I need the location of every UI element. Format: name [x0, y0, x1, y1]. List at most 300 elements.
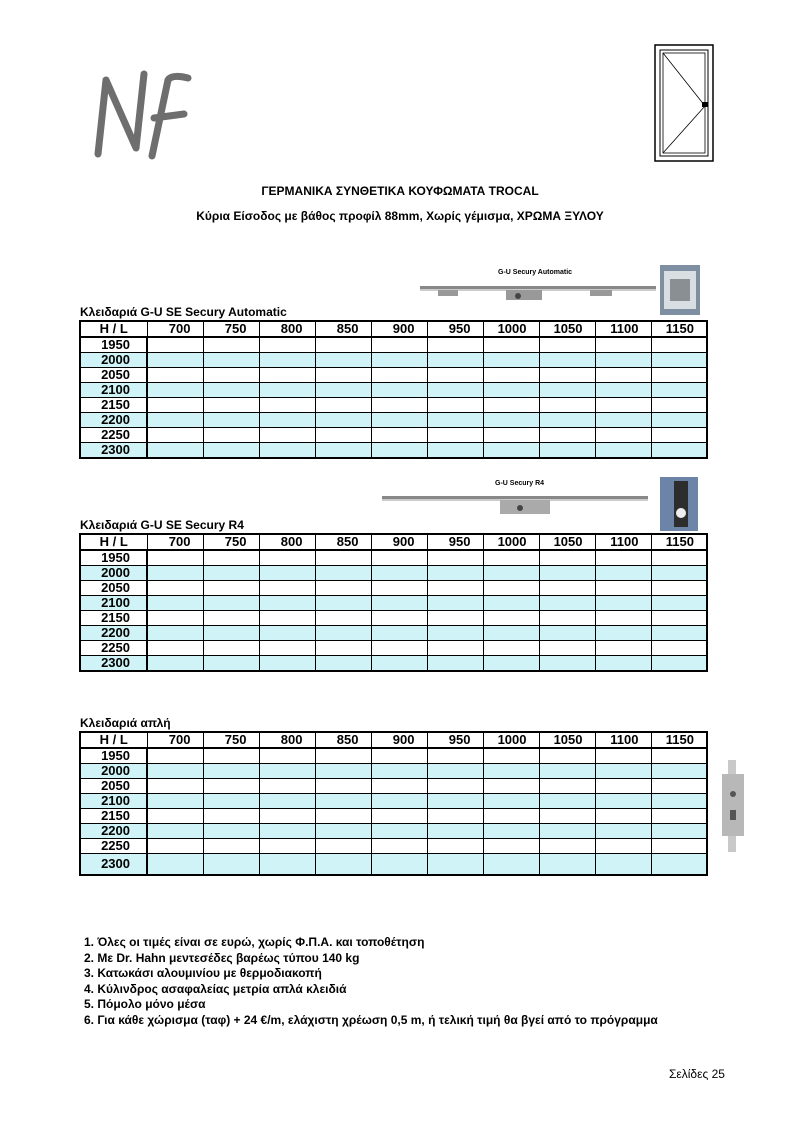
price-cell — [483, 824, 539, 839]
table-row — [80, 383, 707, 398]
price-cell — [315, 641, 371, 656]
price-cell — [483, 656, 539, 672]
price-cell — [315, 368, 371, 383]
price-cell — [651, 368, 707, 383]
price-cell — [315, 596, 371, 611]
price-cell — [259, 809, 315, 824]
price-cell — [595, 443, 651, 459]
price-cell — [651, 779, 707, 794]
price-cell — [259, 839, 315, 854]
price-cell — [651, 641, 707, 656]
r4-lock-photo — [660, 477, 698, 536]
price-cell — [259, 641, 315, 656]
table-row — [80, 839, 707, 854]
price-cell — [259, 581, 315, 596]
price-cell — [651, 353, 707, 368]
height-label: 2150 — [80, 611, 147, 626]
height-label: 2100 — [80, 383, 147, 398]
price-cell — [315, 854, 371, 876]
price-cell — [315, 581, 371, 596]
price-cell — [147, 398, 203, 413]
price-cell — [483, 641, 539, 656]
price-cell — [315, 626, 371, 641]
price-cell — [539, 428, 595, 443]
price-cell — [371, 337, 427, 353]
price-cell — [147, 854, 203, 876]
width-header: 800 — [259, 732, 315, 748]
price-cell — [259, 824, 315, 839]
price-cell — [315, 398, 371, 413]
section-title-simple: Κλειδαριά απλή — [80, 716, 171, 730]
price-cell — [539, 748, 595, 764]
note-item: 5. Πόμολο μόνο μέσα — [84, 997, 206, 1011]
price-cell — [147, 368, 203, 383]
price-cell — [315, 748, 371, 764]
price-cell — [371, 581, 427, 596]
price-cell — [427, 596, 483, 611]
table-row — [80, 626, 707, 641]
price-cell — [259, 566, 315, 581]
width-header: 800 — [259, 534, 315, 550]
price-cell — [203, 794, 259, 809]
simple-lock-photo — [718, 760, 746, 857]
hardware-caption: G-U Secury R4 — [495, 480, 545, 487]
height-label: 2150 — [80, 809, 147, 824]
price-cell — [203, 443, 259, 459]
height-label: 1950 — [80, 550, 147, 566]
note-item: 1. Όλες οι τιμές είναι σε ευρώ, χωρίς Φ.Π.Α. και τοποθέτηση — [84, 935, 425, 949]
price-cell — [147, 413, 203, 428]
price-cell — [427, 443, 483, 459]
multipoint-lock-icon — [418, 278, 658, 318]
price-cell — [595, 383, 651, 398]
price-cell — [315, 566, 371, 581]
price-cell — [259, 794, 315, 809]
price-cell — [539, 626, 595, 641]
table-row — [80, 809, 707, 824]
price-cell — [371, 854, 427, 876]
width-header: 700 — [147, 732, 203, 748]
price-cell — [259, 656, 315, 672]
price-table-automatic — [79, 320, 708, 459]
price-cell — [651, 398, 707, 413]
width-header: 950 — [427, 321, 483, 337]
price-cell — [315, 809, 371, 824]
price-cell — [147, 611, 203, 626]
price-cell — [595, 764, 651, 779]
price-cell — [595, 809, 651, 824]
height-label: 2200 — [80, 824, 147, 839]
price-cell — [651, 413, 707, 428]
price-cell — [427, 854, 483, 876]
price-cell — [203, 626, 259, 641]
price-cell — [315, 824, 371, 839]
price-cell — [595, 368, 651, 383]
price-cell — [203, 809, 259, 824]
price-cell — [595, 566, 651, 581]
width-header: 1000 — [483, 732, 539, 748]
price-cell — [483, 748, 539, 764]
price-cell — [595, 779, 651, 794]
price-cell — [539, 839, 595, 854]
price-cell — [147, 809, 203, 824]
price-cell — [651, 566, 707, 581]
price-cell — [203, 368, 259, 383]
width-header: 750 — [203, 732, 259, 748]
price-cell — [651, 824, 707, 839]
price-cell — [371, 443, 427, 459]
price-cell — [651, 854, 707, 876]
width-header: 850 — [315, 534, 371, 550]
price-cell — [203, 779, 259, 794]
price-cell — [651, 383, 707, 398]
table-row — [80, 656, 707, 672]
price-cell — [595, 398, 651, 413]
price-cell — [259, 854, 315, 876]
height-label: 2250 — [80, 428, 147, 443]
width-header: 1150 — [651, 732, 707, 748]
price-cell — [427, 353, 483, 368]
width-header: 900 — [371, 534, 427, 550]
width-header: 950 — [427, 534, 483, 550]
price-cell — [483, 611, 539, 626]
price-cell — [315, 764, 371, 779]
price-cell — [595, 794, 651, 809]
price-cell — [147, 839, 203, 854]
height-label: 2000 — [80, 764, 147, 779]
price-cell — [427, 656, 483, 672]
price-cell — [427, 428, 483, 443]
price-cell — [427, 779, 483, 794]
price-cell — [259, 353, 315, 368]
table-row — [80, 779, 707, 794]
height-label: 2200 — [80, 626, 147, 641]
price-cell — [651, 596, 707, 611]
price-cell — [651, 550, 707, 566]
price-cell — [483, 353, 539, 368]
width-header: 1100 — [595, 321, 651, 337]
price-cell — [539, 413, 595, 428]
note-item: 6. Για κάθε χώρισμα (ταφ) + 24 €/m, ελάχιστη χρέωση 0,5 m, ή τελική τιμή θα βγεί από το πρόγραμμα — [84, 1012, 658, 1027]
price-cell — [315, 443, 371, 459]
width-header: 800 — [259, 321, 315, 337]
price-cell — [203, 854, 259, 876]
price-cell — [371, 656, 427, 672]
price-cell — [147, 748, 203, 764]
price-cell — [539, 641, 595, 656]
table-row — [80, 368, 707, 383]
height-label: 1950 — [80, 337, 147, 353]
price-cell — [539, 809, 595, 824]
width-header: 900 — [371, 732, 427, 748]
width-header: 850 — [315, 321, 371, 337]
width-header: 1100 — [595, 732, 651, 748]
price-table-r4 — [79, 533, 708, 672]
price-cell — [651, 428, 707, 443]
page-subtitle: Κύρια Είσοδος με βάθος προφίλ 88mm, Χωρίς γέμισμα, ΧΡΩΜΑ ΞΥΛΟΥ — [196, 209, 604, 223]
price-cell — [371, 839, 427, 854]
page-title: ΓΕΡΜΑΝΙΚΑ ΣΥΝΘΕΤΙΚΑ ΚΟΥΦΩΜΑΤΑ TROCAL — [261, 184, 539, 198]
table-row — [80, 550, 707, 566]
height-label: 2050 — [80, 368, 147, 383]
price-cell — [595, 854, 651, 876]
price-cell — [595, 413, 651, 428]
price-cell — [539, 550, 595, 566]
price-cell — [651, 809, 707, 824]
price-cell — [539, 443, 595, 459]
price-cell — [651, 581, 707, 596]
price-cell — [147, 581, 203, 596]
price-cell — [539, 398, 595, 413]
price-cell — [371, 611, 427, 626]
price-cell — [147, 337, 203, 353]
price-cell — [595, 428, 651, 443]
price-cell — [483, 368, 539, 383]
price-cell — [539, 596, 595, 611]
price-cell — [203, 353, 259, 368]
price-cell — [203, 839, 259, 854]
section-title-r4: Κλειδαριά G-U SE Secury R4 — [80, 518, 244, 532]
price-cell — [427, 809, 483, 824]
price-cell — [315, 779, 371, 794]
price-cell — [483, 566, 539, 581]
price-cell — [371, 368, 427, 383]
price-cell — [259, 626, 315, 641]
height-label: 2200 — [80, 413, 147, 428]
price-cell — [203, 611, 259, 626]
width-header: 700 — [147, 534, 203, 550]
price-cell — [539, 764, 595, 779]
price-cell — [147, 626, 203, 641]
price-cell — [651, 764, 707, 779]
price-cell — [371, 596, 427, 611]
width-header: 700 — [147, 321, 203, 337]
price-cell — [595, 581, 651, 596]
table-row — [80, 353, 707, 368]
height-label: 2000 — [80, 566, 147, 581]
price-cell — [595, 550, 651, 566]
price-cell — [483, 809, 539, 824]
price-cell — [595, 596, 651, 611]
table-row — [80, 748, 707, 764]
price-cell — [651, 443, 707, 459]
price-cell — [483, 398, 539, 413]
price-cell — [483, 413, 539, 428]
price-cell — [483, 626, 539, 641]
price-cell — [147, 824, 203, 839]
price-cell — [147, 596, 203, 611]
width-header: 1050 — [539, 321, 595, 337]
price-cell — [539, 581, 595, 596]
price-cell — [539, 566, 595, 581]
price-cell — [147, 779, 203, 794]
price-cell — [147, 764, 203, 779]
price-cell — [147, 428, 203, 443]
price-cell — [259, 413, 315, 428]
price-cell — [483, 794, 539, 809]
width-header: 1000 — [483, 321, 539, 337]
price-cell — [147, 794, 203, 809]
width-header: 1100 — [595, 534, 651, 550]
price-cell — [315, 428, 371, 443]
price-cell — [483, 550, 539, 566]
price-cell — [203, 337, 259, 353]
width-header: 850 — [315, 732, 371, 748]
price-cell — [427, 383, 483, 398]
price-cell — [203, 398, 259, 413]
price-cell — [651, 748, 707, 764]
height-label: 2100 — [80, 596, 147, 611]
price-cell — [371, 764, 427, 779]
price-cell — [427, 581, 483, 596]
price-cell — [539, 368, 595, 383]
price-cell — [427, 398, 483, 413]
price-cell — [315, 353, 371, 368]
price-cell — [259, 398, 315, 413]
table-row — [80, 581, 707, 596]
price-cell — [147, 550, 203, 566]
width-header: 750 — [203, 321, 259, 337]
height-label: 2300 — [80, 854, 147, 876]
table-row — [80, 824, 707, 839]
price-cell — [203, 596, 259, 611]
height-label: 2050 — [80, 581, 147, 596]
price-cell — [483, 764, 539, 779]
notes-list — [84, 935, 658, 1028]
price-cell — [595, 748, 651, 764]
price-cell — [427, 794, 483, 809]
price-cell — [259, 611, 315, 626]
price-cell — [427, 550, 483, 566]
height-label: 1950 — [80, 748, 147, 764]
price-cell — [203, 428, 259, 443]
price-cell — [483, 854, 539, 876]
width-header: 950 — [427, 732, 483, 748]
price-cell — [539, 854, 595, 876]
price-cell — [427, 611, 483, 626]
height-label: 2100 — [80, 794, 147, 809]
price-cell — [427, 748, 483, 764]
price-cell — [427, 824, 483, 839]
price-cell — [315, 413, 371, 428]
price-cell — [147, 443, 203, 459]
price-cell — [203, 748, 259, 764]
table-row — [80, 764, 707, 779]
price-cell — [371, 824, 427, 839]
price-cell — [427, 839, 483, 854]
price-cell — [651, 626, 707, 641]
price-cell — [147, 566, 203, 581]
price-cell — [259, 383, 315, 398]
width-header: 1150 — [651, 321, 707, 337]
price-cell — [371, 809, 427, 824]
price-cell — [427, 337, 483, 353]
price-cell — [427, 413, 483, 428]
price-cell — [371, 398, 427, 413]
price-cell — [595, 611, 651, 626]
price-cell — [595, 337, 651, 353]
page-count: Σελίδες 25 — [669, 1067, 725, 1081]
multipoint-lock-icon — [380, 488, 650, 528]
price-cell — [539, 824, 595, 839]
price-cell — [595, 656, 651, 672]
height-label: 2150 — [80, 398, 147, 413]
width-header: 1050 — [539, 534, 595, 550]
price-cell — [483, 581, 539, 596]
price-cell — [483, 443, 539, 459]
price-cell — [371, 383, 427, 398]
table-row — [80, 566, 707, 581]
price-cell — [315, 839, 371, 854]
price-cell — [539, 353, 595, 368]
price-cell — [371, 550, 427, 566]
table-row — [80, 794, 707, 809]
price-cell — [595, 839, 651, 854]
price-cell — [539, 611, 595, 626]
price-cell — [371, 428, 427, 443]
price-cell — [147, 656, 203, 672]
price-table-simple — [79, 731, 708, 876]
width-header: 1050 — [539, 732, 595, 748]
height-label: 2300 — [80, 443, 147, 459]
table-row — [80, 413, 707, 428]
price-cell — [371, 641, 427, 656]
section-title-automatic: Κλειδαριά G-U SE Secury Automatic — [80, 305, 287, 319]
price-cell — [539, 794, 595, 809]
price-cell — [203, 413, 259, 428]
height-label: 2000 — [80, 353, 147, 368]
price-cell — [259, 764, 315, 779]
width-header: 900 — [371, 321, 427, 337]
price-cell — [595, 353, 651, 368]
price-cell — [315, 611, 371, 626]
price-cell — [651, 794, 707, 809]
table-row — [80, 428, 707, 443]
note-item: 3. Κατωκάσι αλουμινίου με θερμοδιακοπή — [84, 966, 322, 980]
price-cell — [315, 337, 371, 353]
price-cell — [427, 368, 483, 383]
corner-header: H / L — [80, 321, 147, 337]
price-cell — [259, 596, 315, 611]
table-row — [80, 443, 707, 459]
door-drawing-icon — [654, 44, 714, 167]
price-cell — [203, 656, 259, 672]
price-cell — [259, 368, 315, 383]
price-cell — [203, 550, 259, 566]
note-item: 2. Με Dr. Hahn μεντεσέδες βαρέως τύπου 140 kg — [84, 950, 360, 965]
price-cell — [427, 641, 483, 656]
corner-header: H / L — [80, 534, 147, 550]
price-cell — [371, 626, 427, 641]
price-cell — [427, 566, 483, 581]
price-cell — [203, 764, 259, 779]
price-cell — [651, 337, 707, 353]
price-cell — [539, 383, 595, 398]
height-label: 2250 — [80, 839, 147, 854]
price-cell — [259, 428, 315, 443]
width-header: 750 — [203, 534, 259, 550]
price-cell — [315, 550, 371, 566]
automatic-lock-photo — [660, 265, 700, 320]
price-cell — [315, 383, 371, 398]
table-row — [80, 854, 707, 876]
price-cell — [427, 764, 483, 779]
price-cell — [259, 748, 315, 764]
price-cell — [259, 779, 315, 794]
price-cell — [483, 596, 539, 611]
price-cell — [203, 566, 259, 581]
table-row — [80, 641, 707, 656]
